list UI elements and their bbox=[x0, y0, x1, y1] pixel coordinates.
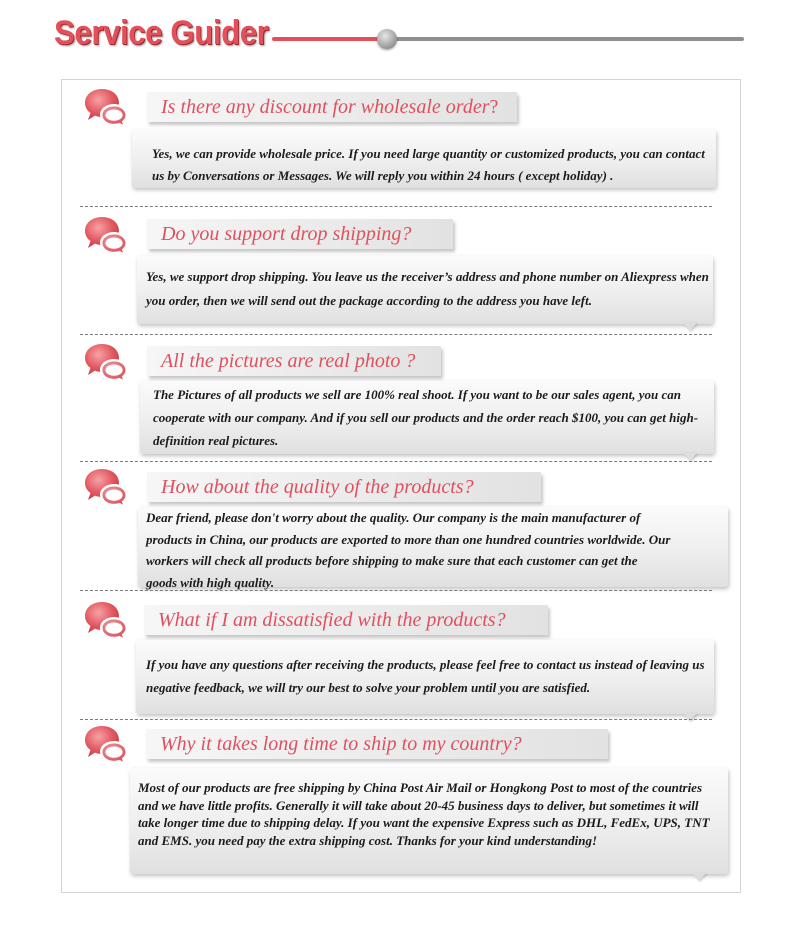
chat-bubble-icon bbox=[84, 215, 130, 257]
answer-text: The Pictures of all products we sell are 100% real shoot. If you want to be our sales agent, you can cooperate with our company. And if you sell our products and the order reach $100, you can get high-definition real pictures. bbox=[153, 387, 699, 448]
header-slider-track bbox=[392, 37, 744, 41]
divider bbox=[80, 206, 712, 207]
faq-question bbox=[144, 605, 548, 635]
question-mark: ? bbox=[489, 96, 499, 118]
faq-answer bbox=[130, 768, 728, 874]
question-text: All the pictures are real photo ? bbox=[161, 350, 416, 372]
faq-answer bbox=[136, 640, 714, 714]
answer-text: Yes, we can provide wholesale price. If you need large quantity or customized products, you can contact us by Conversations or Messages. We will reply you within 24 hours ( except holiday) . bbox=[152, 146, 705, 183]
faq-answer bbox=[132, 130, 716, 188]
page-title: Service Guider bbox=[54, 14, 269, 52]
divider bbox=[80, 334, 712, 335]
bubble-tail bbox=[683, 453, 697, 461]
faq-question bbox=[146, 729, 608, 759]
chat-bubble-icon bbox=[84, 87, 130, 129]
question-text: How about the quality of the products? bbox=[161, 476, 474, 498]
divider bbox=[80, 461, 712, 462]
answer-text: Yes, we support drop shipping. You leave us the receiver’s address and phone number on Aliexpress when you order, then we will send out the package according to the address you have left. bbox=[146, 269, 709, 308]
bubble-tail bbox=[683, 323, 697, 331]
question-text: Do you support drop shipping? bbox=[161, 223, 412, 245]
bubble-tail bbox=[692, 873, 706, 881]
faq-question bbox=[147, 92, 517, 122]
faq-answer bbox=[138, 507, 728, 590]
chat-bubble-icon bbox=[84, 600, 130, 642]
faq-question bbox=[147, 346, 441, 376]
chat-bubble-icon bbox=[84, 342, 130, 384]
question-text: Why it takes long time to ship to my country? bbox=[160, 733, 522, 755]
question-text: What if I am dissatisfied with the products? bbox=[158, 609, 506, 631]
chat-bubble-icon bbox=[84, 724, 130, 766]
answer-text: Dear friend, please don't worry about the quality. Our company is the main manufacturer of products in China, our products are exported to more than one hundred countries worldwide. Our workers will check all products before shipping to make sure that each customer can get the goods with high quality. bbox=[146, 510, 671, 590]
answer-text: Most of our products are free shipping by China Post Air Mail or Hongkong Post to most of the countries and we have little profits. Generally it will take about 20-45 business days to deliver, but sometimes it will take longer time due to shipping delay. If you want the expensive Express such as DHL, FedEx, UPS, TNT and EMS. you need pay the extra shipping cost. Thanks for your kind understanding! bbox=[138, 780, 710, 848]
faq-question bbox=[147, 472, 541, 502]
question-text: Is there any discount for wholesale order bbox=[161, 96, 490, 118]
faq-answer bbox=[137, 256, 713, 324]
answer-text: If you have any questions after receiving the products, please feel free to contact us instead of leaving us negative feedback, we will try our best to solve your problem until you are satisfied. bbox=[146, 657, 705, 695]
faq-answer bbox=[140, 381, 714, 454]
header-slider-knob bbox=[377, 29, 397, 49]
divider bbox=[80, 590, 712, 591]
faq-question bbox=[147, 219, 453, 249]
chat-bubble-icon bbox=[84, 467, 130, 509]
divider bbox=[80, 719, 712, 720]
header-accent-line bbox=[272, 37, 384, 41]
